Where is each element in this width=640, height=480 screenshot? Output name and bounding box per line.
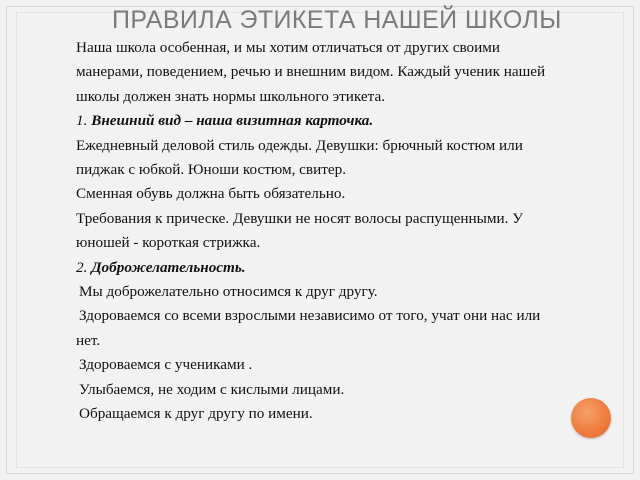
section1-line: Ежедневный деловой стиль одежды. Девушки: брючный костюм или (76, 136, 523, 154)
intro-line: Наша школа особенная, и мы хотим отличаться от других своими (76, 39, 501, 56)
section-heading-2 (76, 256, 616, 280)
section-heading-text: Доброжелательность. (91, 258, 246, 276)
section2-line: Здороваемся с учениками . (79, 356, 253, 374)
section1-line: пиджак с юбкой. Юноши костюм, свитер. (76, 161, 346, 179)
intro-line: школы должен знать нормы школьного этикета. (76, 87, 386, 105)
section-heading-1 (76, 109, 616, 133)
section1-line: Сменная обувь должна быть обязательно. (76, 185, 346, 203)
slide-title: ПРАВИЛА ЭТИКЕТА НАШЕЙ ШКОЛЫ (112, 6, 562, 34)
section1-line: Требования к прическе. Девушки не носят волосы распущенными. У (76, 209, 523, 227)
section-heading-text: Внешний вид – наша визитная карточка. (91, 112, 374, 130)
intro-line: манерами, поведением, речью и внешним видом. Каждый ученик нашей (76, 63, 546, 81)
section-number: 1. (76, 112, 88, 130)
section1-line: юношей - короткая стрижка. (76, 234, 261, 252)
orange-circle-decoration (571, 398, 611, 438)
section-number: 2. (76, 258, 88, 276)
section2-line: Здороваемся со всеми взрослыми независимо от того, учат они нас или (79, 307, 541, 325)
section2-line: Мы доброжелательно относимся к друг другу. (79, 283, 378, 301)
slide-body (76, 36, 616, 427)
section2-line: Улыбаемся, не ходим с кислыми лицами. (79, 380, 345, 398)
section2-line: Обращаемся к друг другу по имени. (79, 405, 313, 423)
section2-line: нет. (76, 331, 101, 349)
